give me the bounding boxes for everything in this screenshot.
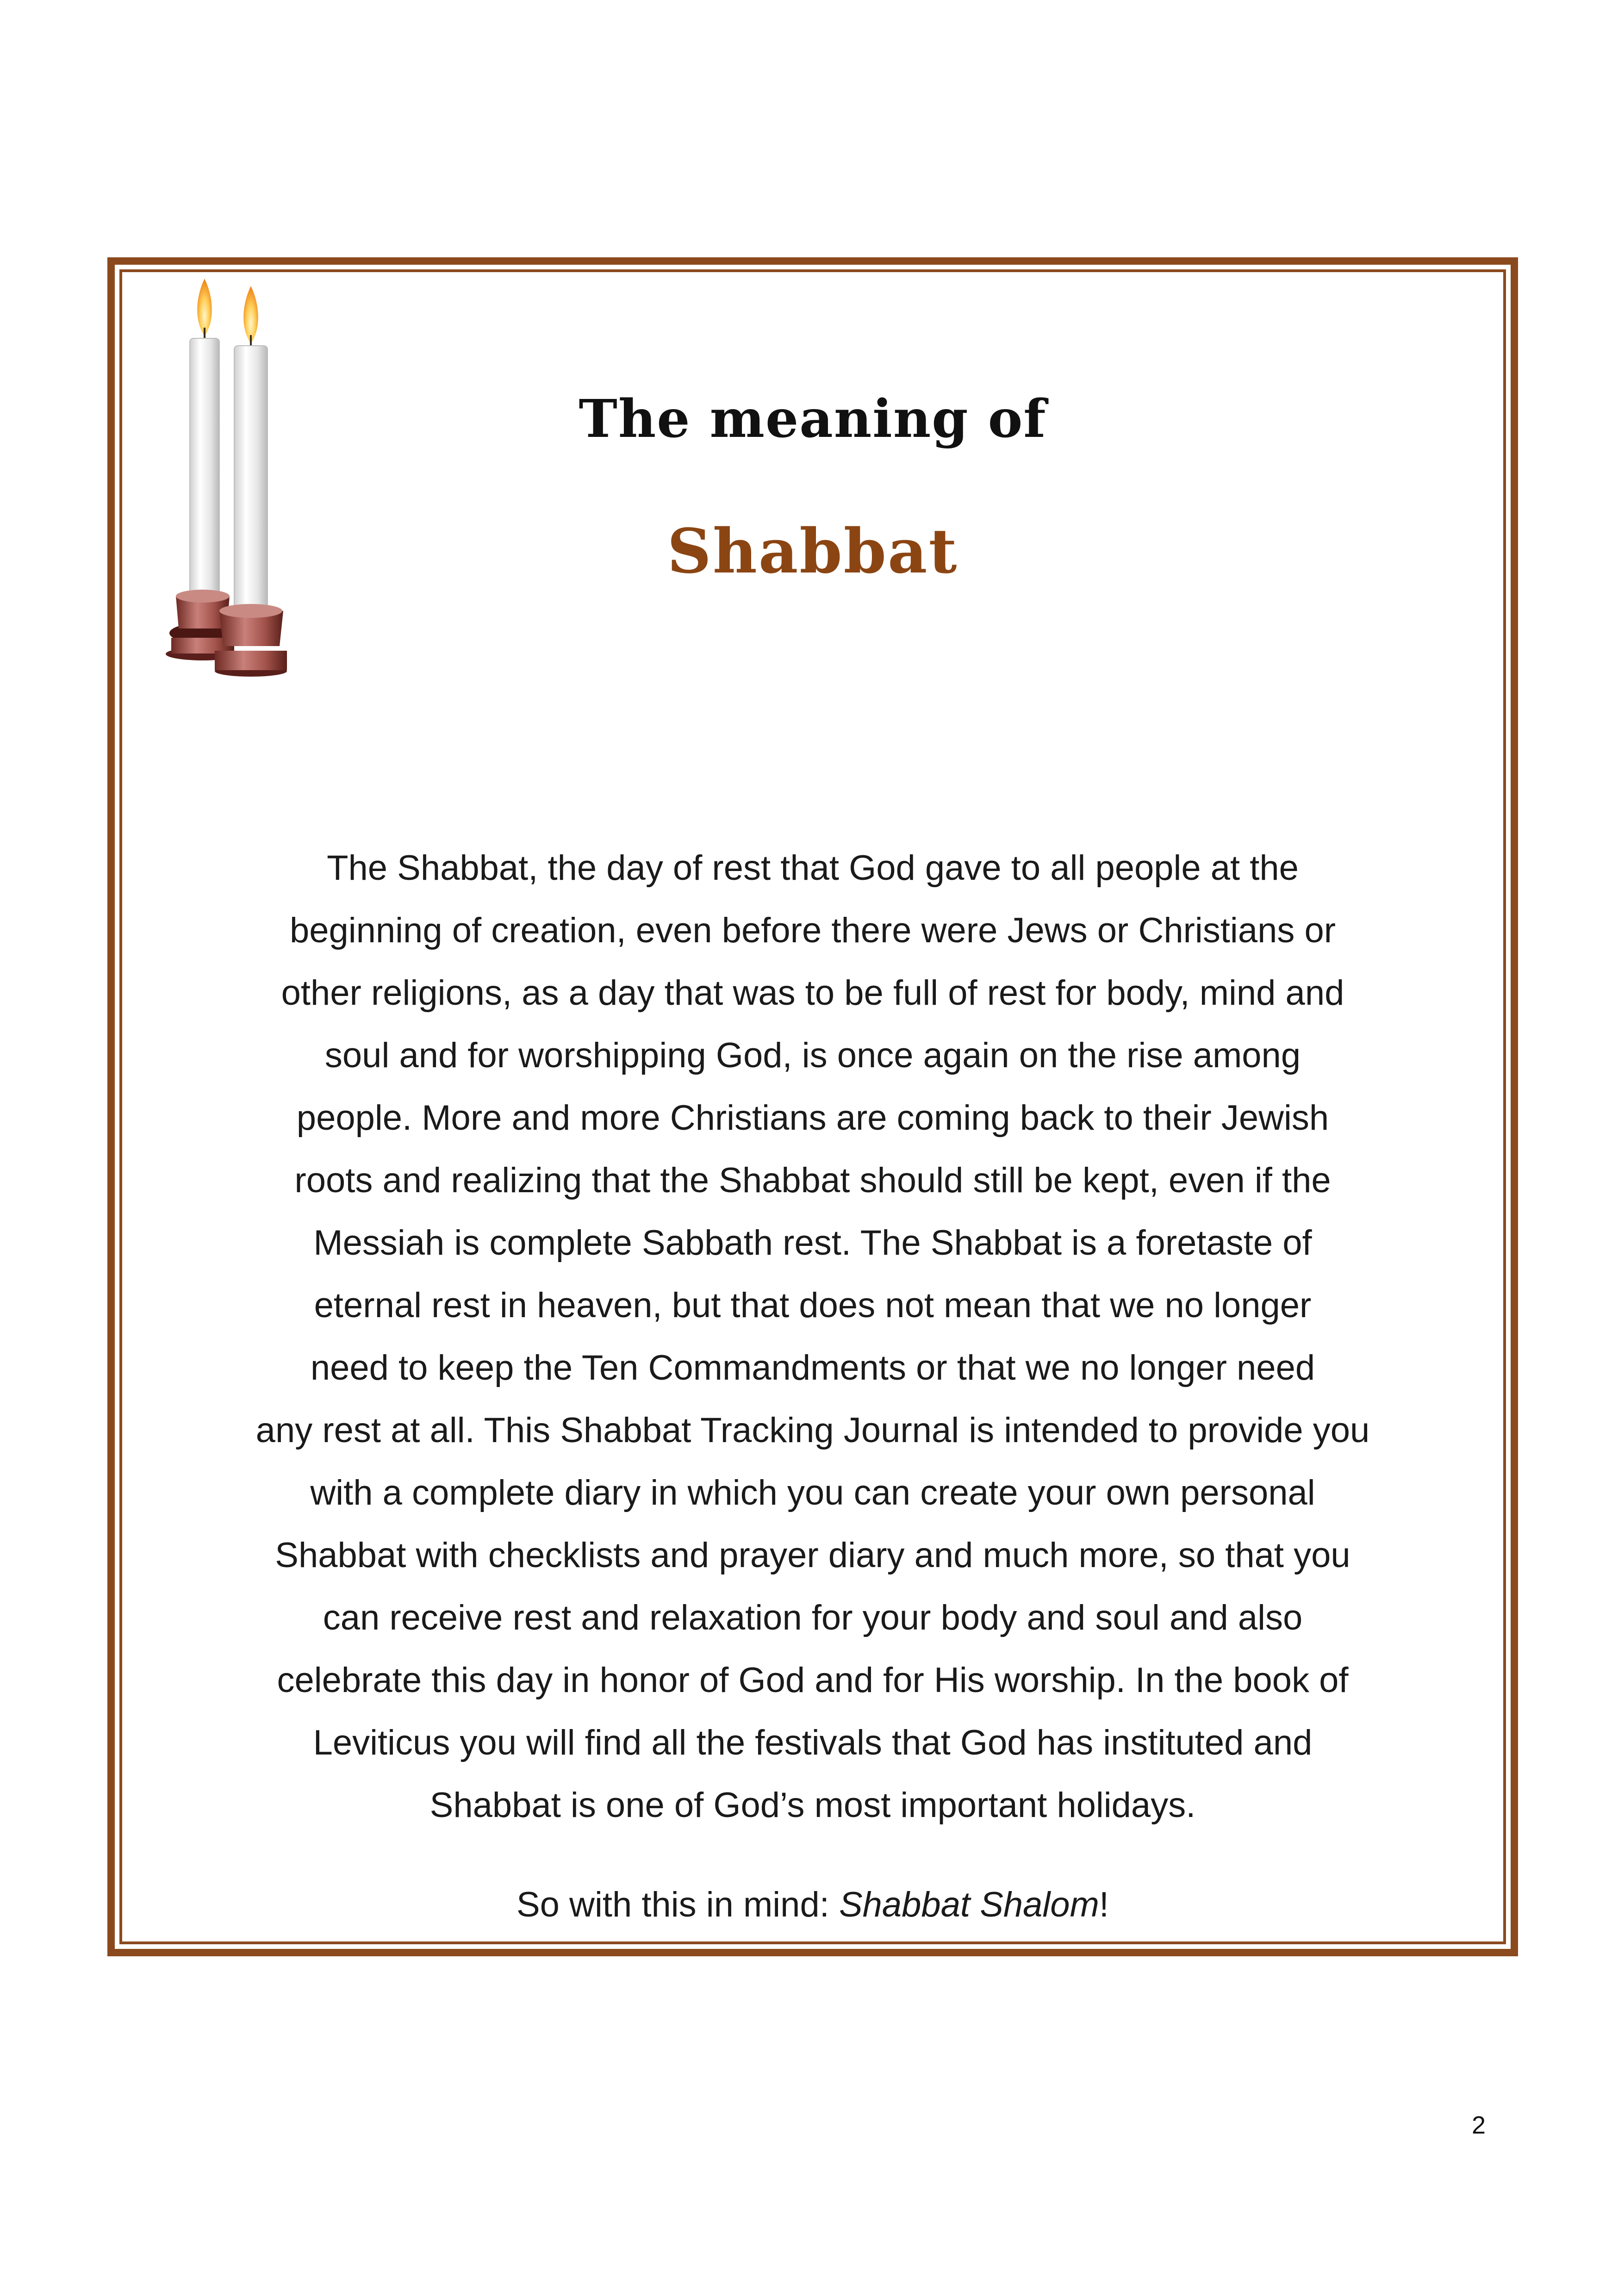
body-line: Messiah is complete Sabbath rest. The Shabbat is a foretaste of [313,1223,1312,1263]
body-line: can receive rest and relaxation for your body and soul and also [323,1598,1303,1637]
body-line: people. More and more Christians are coming back to their Jewish [296,1098,1329,1138]
body-line: Leviticus you will find all the festivals that God has instituted and [313,1723,1313,1762]
candle-right [215,286,287,677]
page-title: The meaning of [579,389,1047,449]
body-line: The Shabbat, the day of rest that God gave to all people at the [327,848,1299,888]
body-line: Shabbat with checklists and prayer diary and much more, so that you [275,1536,1350,1575]
body-line: with a complete diary in which you can create your own personal [310,1473,1315,1512]
body-line: roots and realizing that the Shabbat should still be kept, even if the [294,1161,1331,1200]
body-line: celebrate this day in honor of God and for His worship. In the book of [277,1661,1349,1700]
candle-left [166,279,240,660]
body-line: other religions, as a day that was to be full of rest for body, mind and [281,973,1344,1013]
page-number: 2 [1471,2111,1486,2139]
body-line: any rest at all. This Shabbat Tracking Journal is intended to provide you [255,1411,1370,1450]
body-paragraph [117,837,1509,1836]
closing-emphasis: Shabbat Shalom [839,1885,1099,1924]
page-title-highlight: Shabbat [667,516,958,587]
body-line: need to keep the Ten Commandments or that we no longer need [310,1348,1315,1388]
body-line: Shabbat is one of God’s most important holidays. [429,1786,1196,1825]
closing-line [117,1873,1509,1936]
candles-icon [162,272,287,677]
closing-prefix: So with this in mind: [516,1885,839,1924]
body-line: beginning of creation, even before there were Jews or Christians or [289,911,1336,950]
closing-suffix: ! [1099,1885,1109,1924]
body-line: eternal rest in heaven, but that does not mean that we no longer [314,1286,1312,1325]
body-line: soul and for worshipping God, is once again on the rise among [324,1036,1301,1075]
